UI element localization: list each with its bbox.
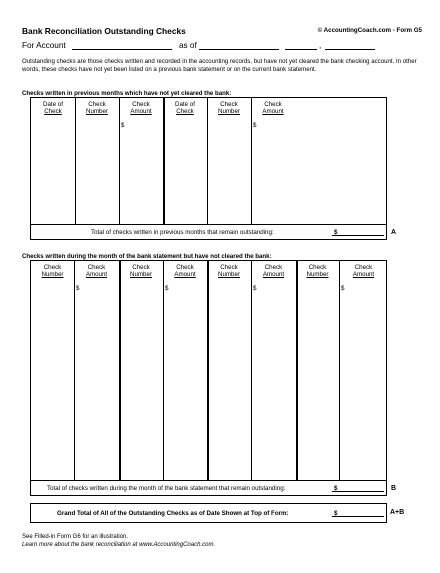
section-b-total-field[interactable] bbox=[332, 483, 384, 492]
col-check-amount: Check Amount bbox=[85, 264, 108, 279]
date-comma: , bbox=[319, 41, 322, 50]
col-check-number-4: Check Number bbox=[306, 264, 329, 279]
dollar-sign: $ bbox=[253, 122, 257, 129]
section-a-letter: A bbox=[391, 229, 397, 236]
col-check-amount-4: Check Amount bbox=[352, 264, 375, 279]
section-a-total-row bbox=[30, 224, 387, 240]
col-check-amount: Check Amount bbox=[130, 101, 152, 116]
col-check-amount-3: Check Amount bbox=[262, 264, 285, 279]
grand-total-row bbox=[30, 503, 387, 523]
for-account-label: For Account bbox=[22, 41, 66, 50]
col-date-of-check-2: Date of Check bbox=[175, 101, 195, 116]
dollar-sign: $ bbox=[334, 510, 338, 517]
col-date-of-check: Date of Check bbox=[43, 101, 63, 116]
section-a-heading: Checks written in previous months which have not yet cleared the bank: bbox=[22, 90, 232, 97]
dollar-sign: $ bbox=[334, 485, 338, 492]
col-check-number: Check Number bbox=[85, 101, 108, 116]
footer-illustration-link[interactable]: See Filled-in Form G6 for an illustration. bbox=[22, 534, 129, 540]
section-b-heading: Checks written during the month of the bank statement but have not cleared the bank: bbox=[22, 253, 272, 260]
col-check-number: Check Number bbox=[41, 264, 64, 279]
grand-total-label: Grand Total of All of the Outstanding Checks as of Date Shown at Top of Form: bbox=[57, 510, 289, 517]
account-row bbox=[22, 41, 422, 53]
col-check-number-2: Check Number bbox=[129, 264, 152, 279]
col-check-amount-2: Check Amount bbox=[262, 101, 284, 116]
intro-paragraph: Outstanding checks are those checks written and recorded in the accounting records, but have not yet cleared the bank checking account. In other words, these checks have not yet been listed on a previous bank statement or on the current bank statement. bbox=[22, 58, 417, 74]
dollar-sign: $ bbox=[334, 229, 338, 236]
footer bbox=[22, 533, 215, 549]
section-a-total-field[interactable] bbox=[332, 227, 384, 236]
year-field[interactable] bbox=[325, 41, 375, 50]
section-b-table bbox=[30, 260, 387, 481]
dollar-sign: $ bbox=[165, 285, 169, 292]
dollar-sign: $ bbox=[341, 285, 345, 292]
col-check-number-3: Check Number bbox=[217, 264, 240, 279]
col-check-number-2: Check Number bbox=[217, 101, 240, 116]
grand-total-field[interactable] bbox=[332, 508, 384, 517]
section-b-letter: B bbox=[391, 485, 397, 492]
section-a-total-label: Total of checks written in previous months that remain outstanding: bbox=[91, 229, 274, 236]
grand-total-letter: A+B bbox=[390, 509, 405, 516]
dollar-sign: $ bbox=[76, 285, 80, 292]
section-b-total-label: Total of checks written during the month of the bank statement that remain outstanding: bbox=[47, 485, 286, 492]
account-field[interactable] bbox=[72, 41, 172, 50]
day-field[interactable] bbox=[285, 41, 317, 50]
section-b-total-row bbox=[30, 480, 387, 496]
form-title: Bank Reconciliation Outstanding Checks bbox=[22, 26, 186, 36]
month-field[interactable] bbox=[199, 41, 279, 50]
col-check-amount-2: Check Amount bbox=[174, 264, 196, 279]
footer-learn-more-link[interactable]: Learn more about the bank reconciliation at www.AccountingCoach.com. bbox=[22, 542, 216, 548]
dollar-sign: $ bbox=[253, 285, 257, 292]
as-of-label: as of bbox=[179, 41, 197, 50]
section-a-table bbox=[30, 97, 387, 225]
dollar-sign: $ bbox=[121, 122, 125, 129]
brand-label: © AccountingCoach.com - Form G5 bbox=[317, 27, 422, 34]
